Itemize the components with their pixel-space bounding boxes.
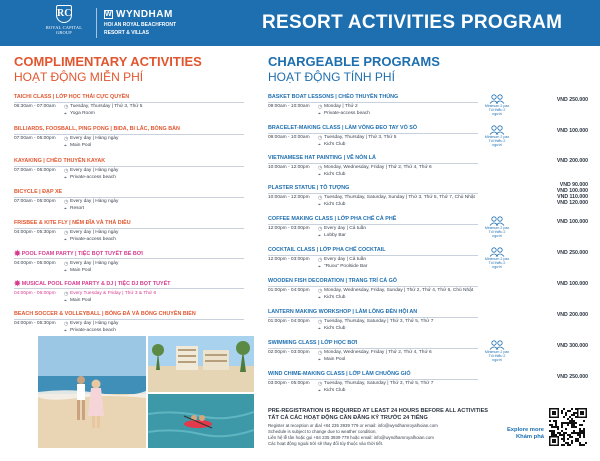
calendar-icon: ◷ <box>318 350 323 356</box>
activity-details <box>268 257 588 270</box>
activity-name: KAYAKING | CHÈO THUYỀN KAYAK <box>14 158 106 164</box>
contact-info-3: Liên hệ lễ tân hoặc gọi +84 235 3939 779 hoặc email: info@wyndhamroyalhoian.com <box>268 435 434 440</box>
divider <box>268 286 478 287</box>
location-pin-icon: ⌖ <box>64 174 67 181</box>
location-pin-icon: ⌖ <box>318 263 321 270</box>
price-value: VND 300.000 <box>556 343 588 349</box>
price-value: VND 250.000 <box>556 97 588 103</box>
divider <box>14 319 244 320</box>
complimentary-item <box>14 311 254 334</box>
calendar-icon: ◷ <box>318 135 323 141</box>
clock-icon: ◷ <box>64 199 69 205</box>
activity-details <box>268 135 588 148</box>
time-text: 01:00pm - 04:00pm <box>268 319 310 324</box>
detail-row <box>268 142 588 149</box>
two-people-icon <box>488 125 506 135</box>
location-pin-icon: ⌖ <box>318 232 321 239</box>
detail-text: Kid's Club <box>324 201 346 207</box>
location-pin-icon: ⌖ <box>318 356 321 363</box>
clock-icon: ◷ <box>64 291 69 297</box>
activity-details <box>268 319 588 332</box>
time-text: 06:30am - 07:00am <box>14 104 56 109</box>
location-pin-icon: ⌖ <box>64 297 67 304</box>
activity-details <box>14 291 254 304</box>
chargeable-item <box>268 155 588 183</box>
activity-details <box>14 321 254 334</box>
complimentary-item <box>14 126 254 149</box>
detail-text: Every day | Hàng ngày <box>70 168 119 173</box>
detail-row <box>268 326 588 333</box>
price-value: VND 250.000 <box>556 250 588 256</box>
explore-more-link[interactable] <box>500 427 544 441</box>
explore-more-label-vi: Khám phá <box>515 434 544 440</box>
detail-text: Kid's Club <box>324 141 346 147</box>
activity-details <box>14 261 254 274</box>
detail-text: Main Pool <box>324 356 346 362</box>
activity-details <box>14 168 254 181</box>
location-pin-icon: ⌖ <box>64 205 67 212</box>
minimum-label: Minimum 2 pax <box>484 257 510 261</box>
complimentary-item <box>14 250 254 274</box>
time-text: 09:00am - 10:00am <box>268 135 310 140</box>
detail-text: Every day | Cả tuần <box>324 226 367 231</box>
detail-text: Private-access beach <box>324 110 370 116</box>
minimum-label: Minimum 2 pax <box>484 135 510 139</box>
minimum-label-vi: Tối thiểu 2 người <box>488 139 506 147</box>
detail-text: Tuesday, Thursday, Saturday | Thứ 3, Thứ 5, Thứ 7 <box>324 381 434 386</box>
divider <box>14 258 244 259</box>
activity-details <box>268 104 588 117</box>
detail-text: Every day | Hàng ngày <box>70 230 119 235</box>
chargeable-subtitle: HOẠT ĐỘNG TÍNH PHÍ <box>268 70 395 84</box>
minimum-label: Minimum 2 pax <box>484 350 510 354</box>
detail-text: Every day | Hàng ngày <box>70 136 119 141</box>
price-value: VND 200.000 <box>556 158 588 164</box>
detail-text: Monday | Thứ 2 <box>324 104 358 109</box>
location-pin-icon: ⌖ <box>64 267 67 274</box>
registration-line-1: PRE-REGISTRATION IS REQUIRED AT LEAST 24 HOURS BEFORE ALL ACTIVITIES <box>268 408 489 414</box>
activity-details <box>268 381 588 394</box>
detail-text: Resort <box>70 205 85 211</box>
chargeable-item <box>268 309 588 337</box>
price-value: VND 90.000 <box>559 182 588 188</box>
detail-text: Every day | Hàng ngày <box>70 261 119 266</box>
time-text: 04:00pm - 06:00pm <box>14 291 56 296</box>
calendar-icon: ◷ <box>318 288 323 294</box>
divider <box>268 193 478 194</box>
registration-notice <box>268 408 488 422</box>
divider <box>268 102 478 103</box>
detail-row <box>268 233 588 240</box>
activity-name: WOODEN FISH DECORATION | TRANG TRÍ CÁ GỖ <box>268 278 397 284</box>
location-pin-icon: ⌖ <box>64 142 67 149</box>
calendar-icon: ◷ <box>318 381 323 387</box>
clock-icon: ◷ <box>64 261 69 267</box>
time-text: 12:00pm - 03:00pm <box>268 226 310 231</box>
price-value: VND 250.000 <box>556 374 588 380</box>
divider <box>268 348 478 349</box>
two-people-icon <box>488 94 506 104</box>
detail-row <box>14 298 254 305</box>
kayak-photo <box>148 394 254 448</box>
royal-capital-logo <box>40 5 88 35</box>
activity-name: ✸MUSICAL POOL FOAM PARTY & DJ | TIỆC DJ BỌT TUYẾT <box>14 279 171 288</box>
activity-name: BASKET BOAT LESSONS | CHÈO THUYỀN THÚNG <box>268 94 399 100</box>
star-icon: ✸ <box>14 279 21 288</box>
activity-name: PLASTER STATUE | TÔ TƯỢNG <box>268 185 350 191</box>
detail-text: Tuesday, Thursday | Thứ 3, Thứ 5 <box>324 135 397 140</box>
detail-text: Kid's Club <box>324 387 346 393</box>
explore-more-label: Explore more <box>506 427 544 433</box>
divider <box>14 102 244 103</box>
price-value: VND 100.000 <box>556 188 588 194</box>
detail-text: Every Tuesday & Friday | Thứ 3 & Thứ 6 <box>70 291 157 296</box>
activity-details <box>268 288 588 301</box>
detail-text: Every day | Cả tuần <box>324 257 367 262</box>
location-pin-icon: ⌖ <box>318 141 321 148</box>
detail-text: Private-access beach <box>70 236 116 242</box>
time-text: 09:00am - 10:00am <box>268 104 310 109</box>
two-people-icon <box>488 340 506 350</box>
detail-text: Tuesday, Thursday, Saturday, Sunday | Thứ 3, Thứ 5, Thứ 7, Chủ Nhật <box>324 195 475 200</box>
detail-text: Every day | Hàng ngày <box>70 321 119 326</box>
activity-details <box>14 104 254 117</box>
complimentary-item <box>14 220 254 243</box>
location-pin-icon: ⌖ <box>64 110 67 117</box>
detail-row <box>14 143 254 150</box>
detail-text: Every day | Hàng ngày <box>70 199 119 204</box>
minimum-pax-badge <box>484 340 510 362</box>
activity-name: FRISBEE & KITE FLY | NÉM ĐĨA VÀ THẢ DIỀU <box>14 220 131 226</box>
price-value: VND 100.000 <box>556 219 588 225</box>
minimum-label: Minimum 2 pax <box>484 226 510 230</box>
detail-row <box>14 268 254 275</box>
divider <box>268 255 478 256</box>
calendar-icon: ◷ <box>318 319 323 325</box>
detail-row <box>14 206 254 213</box>
detail-text: "Ruou" Poolside Bar <box>324 263 368 269</box>
contact-info-4: Các hoạt động ngoài trời sẽ thay đổi tùy thuộc vào thời tiết. <box>268 441 384 446</box>
complimentary-title: COMPLIMENTARY ACTIVITIES <box>14 54 202 69</box>
detail-text: Monday, Wednesday, Friday | Thứ 2, Thứ 4, Thứ 6 <box>324 350 432 355</box>
detail-text: Monday, Wednesday, Friday, Sunday | Thứ 2, Thứ 4, Thứ 6, Chủ Nhật <box>324 288 474 293</box>
location-pin-icon: ⌖ <box>64 236 67 243</box>
detail-row <box>14 175 254 182</box>
location-pin-icon: ⌖ <box>318 387 321 394</box>
divider <box>14 228 244 229</box>
time-text: 01:00pm - 04:00pm <box>268 288 310 293</box>
calendar-icon: ◷ <box>318 257 323 263</box>
activity-details <box>268 165 588 178</box>
time-text: 07:00am - 05:00pm <box>14 168 56 173</box>
complimentary-item <box>14 94 254 117</box>
time-text: 07:00am - 05:00pm <box>14 136 56 141</box>
time-text: 10:00am - 12:00pm <box>268 195 310 200</box>
activity-name: COFFEE MAKING CLASS | LỚP PHA CHẾ CÀ PHÊ <box>268 216 397 222</box>
minimum-label: Minimum 2 pax <box>484 104 510 108</box>
detail-text: Yoga Room <box>70 110 95 116</box>
detail-row <box>268 172 588 179</box>
detail-text: Monday, Wednesday, Friday | Thứ 2, Thứ 4, Thứ 6 <box>324 165 432 170</box>
activity-details <box>14 199 254 212</box>
chargeable-item <box>268 247 588 275</box>
detail-row <box>268 388 588 395</box>
detail-row <box>268 357 588 364</box>
detail-row <box>268 111 588 118</box>
location-pin-icon: ⌖ <box>318 325 321 332</box>
clock-icon: ◷ <box>64 168 69 174</box>
activity-name: TAICHI CLASS | LỚP HỌC THÁI CỰC QUYỀN <box>14 94 130 100</box>
activity-name: ✸POOL FOAM PARTY | TIỆC BỌT TUYẾT BỂ BƠI <box>14 249 143 258</box>
chargeable-item <box>268 371 588 399</box>
minimum-pax-badge <box>484 216 510 238</box>
time-text: 12:00pm - 03:00pm <box>268 257 310 262</box>
time-text: 02:00pm - 03:00pm <box>268 350 310 355</box>
detail-row <box>268 264 588 271</box>
divider <box>268 163 478 164</box>
rc-brand-name: ROYAL CAPITAL GROUP <box>45 25 83 35</box>
location-pin-icon: ⌖ <box>318 294 321 301</box>
registration-line-2: TẤT CẢ CÁC HOẠT ĐỘNG CẦN ĐĂNG KÝ TRƯỚC 24 TIẾNG <box>268 415 428 421</box>
activity-name: BILLIARDS, FOOSBALL, PING PONG | BIDA, BI LẮC, BÓNG BÀN <box>14 126 180 132</box>
activity-details <box>268 226 588 239</box>
activity-name: COCKTAIL CLASS | LỚP PHA CHẾ COCKTAIL <box>268 247 386 253</box>
detail-row <box>268 202 588 209</box>
time-text: 03:00pm - 05:00pm <box>268 381 310 386</box>
clock-icon: ◷ <box>64 321 69 327</box>
activity-name: VIETNAMESE HAT PAINTING | VẼ NÓN LÁ <box>268 155 376 161</box>
price-list <box>557 182 588 206</box>
activity-name: BRACELET-MAKING CLASS | LÀM VÒNG ĐEO TAY VỎ SÒ <box>268 125 418 131</box>
minimum-label-vi: Tối thiểu 2 người <box>488 354 506 362</box>
chargeable-item <box>268 94 588 122</box>
divider <box>268 133 478 134</box>
activity-details <box>14 136 254 149</box>
price-value: VND 120.000 <box>556 200 588 206</box>
activity-name: BICYCLE | ĐẠP XE <box>14 189 63 195</box>
calendar-icon: ◷ <box>318 195 323 201</box>
minimum-pax-badge <box>484 125 510 147</box>
calendar-icon: ◷ <box>318 104 323 110</box>
resort-buildings-photo <box>148 336 254 392</box>
clock-icon: ◷ <box>64 136 69 142</box>
detail-text: Private-access beach <box>70 327 116 333</box>
location-pin-icon: ⌖ <box>64 327 67 334</box>
calendar-icon: ◷ <box>318 165 323 171</box>
activity-name: BEACH SOCCER & VOLLEYBALL | BÓNG ĐÁ VÀ BÓNG CHUYỀN BIỂN <box>14 311 196 317</box>
detail-text: Main Pool <box>70 267 92 273</box>
chargeable-item <box>268 278 588 306</box>
price-value: VND 110.000 <box>557 194 588 200</box>
chargeable-item <box>268 125 588 153</box>
minimum-pax-badge <box>484 94 510 116</box>
wyndham-logo <box>104 9 176 36</box>
detail-text: Lobby Bar <box>324 232 346 238</box>
price-value: VND 200.000 <box>556 312 588 318</box>
complimentary-item <box>14 189 254 212</box>
contact-info-1: Register at reception or dial +84 235 3939 779 or email: info@wyndhamroyalhoian.com <box>268 423 438 428</box>
minimum-label-vi: Tối thiểu 2 người <box>488 230 506 238</box>
header-bar <box>0 0 600 46</box>
rc-emblem-icon: RC <box>56 5 72 23</box>
location-pin-icon: ⌖ <box>318 201 321 208</box>
time-text: 04:00pm - 05:00pm <box>14 261 56 266</box>
location-pin-icon: ⌖ <box>318 171 321 178</box>
complimentary-item <box>14 158 254 181</box>
detail-text: Main Pool <box>70 297 92 303</box>
location-pin-icon: ⌖ <box>318 110 321 117</box>
chargeable-item <box>268 182 588 213</box>
star-icon: ✸ <box>14 249 21 258</box>
activity-name: LANTERN MAKING WORKSHOP | LÀM LỒNG ĐÈN HỘI AN <box>268 309 418 315</box>
chargeable-item <box>268 216 588 244</box>
detail-text: Kid's Club <box>324 171 346 177</box>
time-text: 04:00pm - 05:30pm <box>14 230 56 235</box>
price-value: VND 100.000 <box>556 281 588 287</box>
activity-details <box>14 230 254 243</box>
detail-row <box>14 328 254 335</box>
detail-row <box>14 237 254 244</box>
detail-text: Kid's Club <box>324 325 346 331</box>
wyndham-name: WYNDHAM <box>116 9 173 20</box>
complimentary-subtitle: HOẠT ĐỘNG MIỄN PHÍ <box>14 70 144 84</box>
wyndham-sub-2: RESORT & VILLAS <box>104 30 150 36</box>
brand-divider <box>96 8 97 38</box>
activity-details <box>268 195 588 208</box>
clock-icon: ◷ <box>64 104 69 110</box>
contact-info-2: Schedule is subject to change due to weather condition. <box>268 429 377 434</box>
clock-icon: ◷ <box>64 230 69 236</box>
detail-text: Main Pool <box>70 142 92 148</box>
complimentary-item <box>14 280 254 304</box>
calendar-icon: ◷ <box>318 226 323 232</box>
divider <box>268 224 478 225</box>
divider <box>14 166 244 167</box>
qr-code-icon[interactable] <box>548 407 588 447</box>
detail-text: Tuesday, Thursday, Saturday | Thứ 3, Thứ 5, Thứ 7 <box>324 319 434 324</box>
wyndham-sub-1: HOI AN ROYAL BEACHFRONT <box>104 22 177 28</box>
divider <box>14 134 244 135</box>
wyndham-mark-icon: W <box>105 11 113 18</box>
divider <box>14 288 244 289</box>
minimum-pax-badge <box>484 247 510 269</box>
divider <box>268 379 478 380</box>
divider <box>268 317 478 318</box>
detail-text: Tuesday, Thursday | Thứ 3, Thứ 5 <box>70 104 143 109</box>
time-text: 07:00am - 05:00pm <box>14 199 56 204</box>
detail-row <box>14 111 254 118</box>
divider <box>14 197 244 198</box>
time-text: 04:00pm - 05:30pm <box>14 321 56 326</box>
minimum-label-vi: Tối thiểu 2 người <box>488 108 506 116</box>
activity-name: WIND CHIME-MAKING CLASS | LỚP LÀM CHUÔNG GIÓ <box>268 371 411 377</box>
beach-couple-photo <box>38 336 146 448</box>
two-people-icon <box>488 216 506 226</box>
time-text: 10:00am - 12:00pm <box>268 165 310 170</box>
price-value: VND 100.000 <box>556 128 588 134</box>
detail-text: Private-access beach <box>70 174 116 180</box>
activity-details <box>268 350 588 363</box>
page-title: RESORT ACTIVITIES PROGRAM <box>262 12 563 33</box>
minimum-label-vi: Tối thiểu 2 người <box>488 261 506 269</box>
detail-text: Kid's Club <box>324 294 346 300</box>
chargeable-item <box>268 340 588 368</box>
two-people-icon <box>488 247 506 257</box>
chargeable-title: CHARGEABLE PROGRAMS <box>268 54 440 69</box>
detail-row <box>268 295 588 302</box>
activity-name: SWIMMING CLASS | LỚP HỌC BƠI <box>268 340 358 346</box>
